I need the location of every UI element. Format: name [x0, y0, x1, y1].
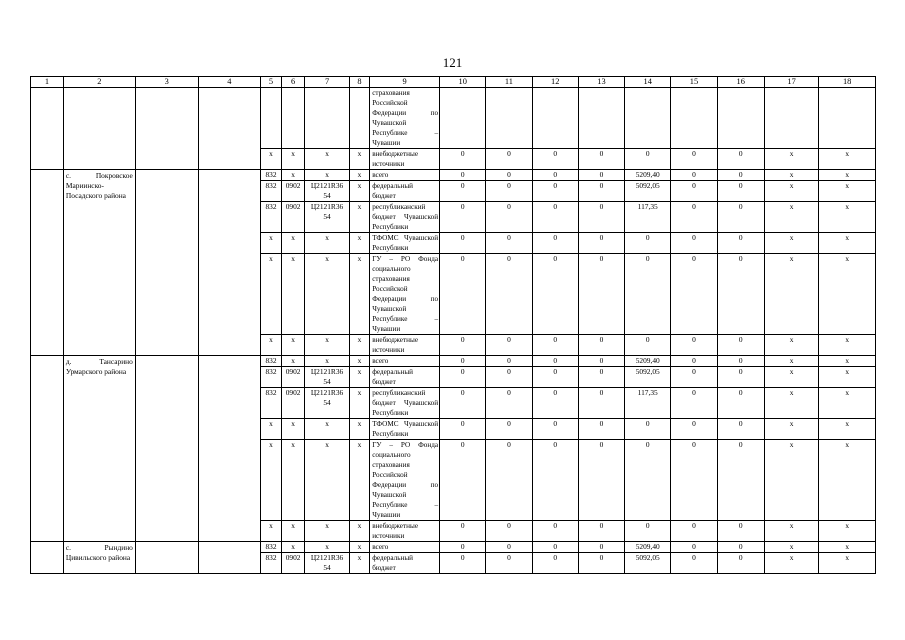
admin-code-cell: x [261, 419, 282, 440]
value-cell-col18: x [819, 233, 876, 254]
admin-code-cell: 832 [261, 181, 282, 202]
value-cell-col17: x [764, 367, 818, 388]
admin-code-cell: x [261, 521, 282, 542]
value-cell-col15 [671, 88, 717, 149]
location-cell: с. Покровское Мариинско-Посадского района [63, 170, 135, 356]
column-number-1: 1 [31, 77, 64, 88]
budget-code-cell: Ц2121R36 54 [305, 388, 349, 419]
value-cell-col11: 0 [486, 181, 532, 202]
value-cell-col16: 0 [717, 521, 764, 542]
funding-source-cell: федеральный бюджет [370, 181, 440, 202]
section-code-cell: 0902 [281, 202, 305, 233]
value-cell-col17: x [764, 233, 818, 254]
value-cell-col18: x [819, 388, 876, 419]
value-cell-col13: 0 [578, 388, 624, 419]
value-cell-col18: x [819, 419, 876, 440]
value-cell-col13: 0 [578, 170, 624, 181]
value-cell-col14: 0 [625, 149, 671, 170]
value-cell-col18: x [819, 521, 876, 542]
expense-type-cell: x [349, 202, 370, 233]
value-cell-col11: 0 [486, 419, 532, 440]
value-cell-col12: 0 [532, 367, 578, 388]
expense-type-cell: x [349, 440, 370, 521]
value-cell-col10 [440, 88, 486, 149]
budget-code-cell: x [305, 542, 349, 553]
value-cell-col15: 0 [671, 170, 717, 181]
section-code-cell: x [281, 542, 305, 553]
blank-cell [31, 170, 64, 356]
budget-code-cell: x [305, 521, 349, 542]
column-number-15: 15 [671, 77, 717, 88]
expense-type-cell: x [349, 181, 370, 202]
column-number-7: 7 [305, 77, 349, 88]
column-number-18: 18 [819, 77, 876, 88]
value-cell-col12: 0 [532, 542, 578, 553]
value-cell-col17: x [764, 335, 818, 356]
value-cell-col16: 0 [717, 181, 764, 202]
section-code-cell: 0902 [281, 553, 305, 574]
value-cell-col15: 0 [671, 356, 717, 367]
value-cell-col14: 5209,40 [625, 542, 671, 553]
value-cell-col12: 0 [532, 388, 578, 419]
value-cell-col11: 0 [486, 335, 532, 356]
table-row [31, 356, 876, 367]
expense-type-cell: x [349, 521, 370, 542]
column-number-14: 14 [625, 77, 671, 88]
value-cell-col18: x [819, 149, 876, 170]
value-cell-col14: 0 [625, 521, 671, 542]
value-cell-col11: 0 [486, 170, 532, 181]
value-cell-col16 [717, 88, 764, 149]
value-cell-col18: x [819, 542, 876, 553]
expense-type-cell: x [349, 170, 370, 181]
budget-code-cell: x [305, 440, 349, 521]
blank-cell [31, 542, 64, 574]
value-cell-col13 [578, 88, 624, 149]
value-cell-col18: x [819, 367, 876, 388]
value-cell-col11: 0 [486, 553, 532, 574]
value-cell-col10: 0 [440, 254, 486, 335]
column-number-3: 3 [135, 77, 198, 88]
expense-type-cell: x [349, 356, 370, 367]
location-cell: д. Тансарино Урмарского района [63, 356, 135, 542]
funding-source-cell: республиканский бюджет Чувашской Республики [370, 202, 440, 233]
funding-source-cell: всего [370, 356, 440, 367]
funding-source-cell: республиканский бюджет Чувашской Республики [370, 388, 440, 419]
value-cell-col16: 0 [717, 149, 764, 170]
funding-source-cell: федеральный бюджет [370, 553, 440, 574]
admin-code-cell: 832 [261, 356, 282, 367]
value-cell-col12 [532, 88, 578, 149]
column-number-13: 13 [578, 77, 624, 88]
value-cell-col10: 0 [440, 553, 486, 574]
admin-code-cell: x [261, 440, 282, 521]
table-row [31, 170, 876, 181]
value-cell-col17: x [764, 170, 818, 181]
value-cell-col18: x [819, 254, 876, 335]
budget-code-cell: x [305, 254, 349, 335]
value-cell-col10: 0 [440, 233, 486, 254]
blank-cell [305, 88, 349, 149]
budget-code-cell: x [305, 149, 349, 170]
value-cell-col14 [625, 88, 671, 149]
blank-cell [198, 88, 261, 170]
value-cell-col13: 0 [578, 233, 624, 254]
column-number-12: 12 [532, 77, 578, 88]
value-cell-col12: 0 [532, 440, 578, 521]
funding-source-cell: ГУ – РО Фонда социального страхования Российской Федерации по Чувашской Республике – Чувашии [370, 254, 440, 335]
value-cell-col14: 0 [625, 335, 671, 356]
expense-type-cell: x [349, 233, 370, 254]
value-cell-col16: 0 [717, 388, 764, 419]
value-cell-col15: 0 [671, 367, 717, 388]
funding-source-cell: страхования Российской Федерации по Чувашской Республике – Чувашии [370, 88, 440, 149]
value-cell-col12: 0 [532, 553, 578, 574]
value-cell-col15: 0 [671, 149, 717, 170]
section-code-cell: x [281, 521, 305, 542]
column-number-17: 17 [764, 77, 818, 88]
value-cell-col14: 0 [625, 233, 671, 254]
value-cell-col11: 0 [486, 149, 532, 170]
budget-code-cell: x [305, 335, 349, 356]
admin-code-cell: 832 [261, 388, 282, 419]
value-cell-col13: 0 [578, 254, 624, 335]
value-cell-col18: x [819, 202, 876, 233]
section-code-cell: 0902 [281, 181, 305, 202]
value-cell-col10: 0 [440, 149, 486, 170]
value-cell-col17: x [764, 553, 818, 574]
section-code-cell: x [281, 254, 305, 335]
value-cell-col15: 0 [671, 521, 717, 542]
value-cell-col11: 0 [486, 254, 532, 335]
value-cell-col14: 0 [625, 254, 671, 335]
budget-code-cell: x [305, 419, 349, 440]
value-cell-col12: 0 [532, 181, 578, 202]
value-cell-col10: 0 [440, 542, 486, 553]
value-cell-col11: 0 [486, 440, 532, 521]
value-cell-col11: 0 [486, 356, 532, 367]
blank-cell [261, 88, 282, 149]
value-cell-col16: 0 [717, 440, 764, 521]
budget-code-cell: Ц2121R36 54 [305, 202, 349, 233]
value-cell-col12: 0 [532, 521, 578, 542]
funding-source-cell: ГУ – РО Фонда социального страхования Российской Федерации по Чувашской Республике – Чувашии [370, 440, 440, 521]
admin-code-cell: x [261, 335, 282, 356]
value-cell-col17 [764, 88, 818, 149]
funding-source-cell: внебюджетные источники [370, 149, 440, 170]
value-cell-col18: x [819, 356, 876, 367]
blank-cell [198, 356, 261, 542]
admin-code-cell: 832 [261, 170, 282, 181]
value-cell-col16: 0 [717, 356, 764, 367]
column-number-2: 2 [63, 77, 135, 88]
value-cell-col12: 0 [532, 356, 578, 367]
value-cell-col17: x [764, 149, 818, 170]
value-cell-col10: 0 [440, 521, 486, 542]
value-cell-col15: 0 [671, 202, 717, 233]
value-cell-col13: 0 [578, 202, 624, 233]
value-cell-col12: 0 [532, 419, 578, 440]
value-cell-col17: x [764, 440, 818, 521]
admin-code-cell: 832 [261, 202, 282, 233]
admin-code-cell: 832 [261, 542, 282, 553]
blank-cell [31, 88, 64, 170]
value-cell-col13: 0 [578, 553, 624, 574]
value-cell-col18 [819, 88, 876, 149]
blank-cell [281, 88, 305, 149]
value-cell-col15: 0 [671, 388, 717, 419]
expense-type-cell: x [349, 149, 370, 170]
value-cell-col15: 0 [671, 181, 717, 202]
value-cell-col17: x [764, 202, 818, 233]
value-cell-col12: 0 [532, 254, 578, 335]
funding-source-cell: ТФОМС Чувашской Республики [370, 419, 440, 440]
value-cell-col12: 0 [532, 202, 578, 233]
blank-cell [198, 542, 261, 574]
value-cell-col10: 0 [440, 356, 486, 367]
admin-code-cell: x [261, 233, 282, 254]
value-cell-col11: 0 [486, 388, 532, 419]
admin-code-cell: x [261, 149, 282, 170]
value-cell-col17: x [764, 356, 818, 367]
budget-code-cell: Ц2121R36 54 [305, 553, 349, 574]
value-cell-col12: 0 [532, 335, 578, 356]
column-number-4: 4 [198, 77, 261, 88]
value-cell-col13: 0 [578, 181, 624, 202]
section-code-cell: 0902 [281, 367, 305, 388]
value-cell-col17: x [764, 388, 818, 419]
funding-source-cell: всего [370, 542, 440, 553]
column-number-16: 16 [717, 77, 764, 88]
value-cell-col15: 0 [671, 440, 717, 521]
value-cell-col17: x [764, 254, 818, 335]
value-cell-col14: 117,35 [625, 202, 671, 233]
value-cell-col13: 0 [578, 335, 624, 356]
value-cell-col15: 0 [671, 419, 717, 440]
value-cell-col15: 0 [671, 254, 717, 335]
value-cell-col18: x [819, 553, 876, 574]
funding-source-cell: ТФОМС Чувашской Республики [370, 233, 440, 254]
value-cell-col17: x [764, 419, 818, 440]
value-cell-col15: 0 [671, 542, 717, 553]
value-cell-col16: 0 [717, 170, 764, 181]
value-cell-col18: x [819, 335, 876, 356]
section-code-cell: x [281, 335, 305, 356]
expense-type-cell: x [349, 367, 370, 388]
value-cell-col18: x [819, 170, 876, 181]
funding-source-cell: федеральный бюджет [370, 367, 440, 388]
page-number: 121 [442, 55, 463, 70]
blank-cell [198, 170, 261, 356]
column-number-11: 11 [486, 77, 532, 88]
value-cell-col13: 0 [578, 149, 624, 170]
funding-source-cell: всего [370, 170, 440, 181]
budget-table [30, 76, 876, 574]
section-code-cell: 0902 [281, 388, 305, 419]
value-cell-col14: 5092,05 [625, 181, 671, 202]
value-cell-col11: 0 [486, 202, 532, 233]
value-cell-col11: 0 [486, 542, 532, 553]
value-cell-col18: x [819, 440, 876, 521]
admin-code-cell: x [261, 254, 282, 335]
section-code-cell: x [281, 419, 305, 440]
value-cell-col13: 0 [578, 367, 624, 388]
budget-code-cell: x [305, 356, 349, 367]
column-number-header-row [31, 77, 876, 88]
value-cell-col12: 0 [532, 170, 578, 181]
section-code-cell: x [281, 440, 305, 521]
admin-code-cell: 832 [261, 367, 282, 388]
blank-cell [135, 356, 198, 542]
value-cell-col11: 0 [486, 233, 532, 254]
table-row [31, 88, 876, 149]
funding-source-cell: внебюджетные источники [370, 521, 440, 542]
admin-code-cell: 832 [261, 553, 282, 574]
value-cell-col13: 0 [578, 542, 624, 553]
value-cell-col17: x [764, 542, 818, 553]
value-cell-col14: 5092,05 [625, 553, 671, 574]
column-number-8: 8 [349, 77, 370, 88]
value-cell-col16: 0 [717, 542, 764, 553]
value-cell-col16: 0 [717, 202, 764, 233]
value-cell-col13: 0 [578, 356, 624, 367]
value-cell-col15: 0 [671, 553, 717, 574]
value-cell-col14: 0 [625, 419, 671, 440]
section-code-cell: x [281, 356, 305, 367]
value-cell-col14: 5209,40 [625, 170, 671, 181]
value-cell-col10: 0 [440, 335, 486, 356]
value-cell-col17: x [764, 181, 818, 202]
value-cell-col16: 0 [717, 233, 764, 254]
value-cell-col10: 0 [440, 181, 486, 202]
blank-cell [135, 88, 198, 170]
expense-type-cell: x [349, 419, 370, 440]
table-row [31, 542, 876, 553]
blank-cell [349, 88, 370, 149]
value-cell-col13: 0 [578, 521, 624, 542]
column-number-9: 9 [370, 77, 440, 88]
value-cell-col11: 0 [486, 521, 532, 542]
column-number-5: 5 [261, 77, 282, 88]
value-cell-col10: 0 [440, 367, 486, 388]
section-code-cell: x [281, 149, 305, 170]
value-cell-col11 [486, 88, 532, 149]
value-cell-col14: 5209,40 [625, 356, 671, 367]
value-cell-col12: 0 [532, 149, 578, 170]
value-cell-col14: 0 [625, 440, 671, 521]
expense-type-cell: x [349, 542, 370, 553]
location-cell: с. Рындино Цивильского района [63, 542, 135, 574]
blank-cell [135, 170, 198, 356]
value-cell-col16: 0 [717, 419, 764, 440]
location-cell [63, 88, 135, 170]
budget-code-cell: Ц2121R36 54 [305, 181, 349, 202]
value-cell-col13: 0 [578, 419, 624, 440]
blank-cell [135, 542, 198, 574]
value-cell-col17: x [764, 521, 818, 542]
value-cell-col12: 0 [532, 233, 578, 254]
value-cell-col10: 0 [440, 170, 486, 181]
value-cell-col11: 0 [486, 367, 532, 388]
value-cell-col10: 0 [440, 440, 486, 521]
blank-cell [31, 356, 64, 542]
expense-type-cell: x [349, 388, 370, 419]
value-cell-col10: 0 [440, 419, 486, 440]
column-number-6: 6 [281, 77, 305, 88]
budget-code-cell: Ц2121R36 54 [305, 367, 349, 388]
value-cell-col14: 5092,05 [625, 367, 671, 388]
budget-code-cell: x [305, 170, 349, 181]
value-cell-col15: 0 [671, 233, 717, 254]
section-code-cell: x [281, 233, 305, 254]
value-cell-col10: 0 [440, 388, 486, 419]
funding-source-cell: внебюджетные источники [370, 335, 440, 356]
value-cell-col16: 0 [717, 335, 764, 356]
section-code-cell: x [281, 170, 305, 181]
value-cell-col15: 0 [671, 335, 717, 356]
value-cell-col10: 0 [440, 202, 486, 233]
expense-type-cell: x [349, 254, 370, 335]
value-cell-col14: 117,35 [625, 388, 671, 419]
value-cell-col16: 0 [717, 367, 764, 388]
value-cell-col16: 0 [717, 254, 764, 335]
value-cell-col13: 0 [578, 440, 624, 521]
expense-type-cell: x [349, 553, 370, 574]
value-cell-col16: 0 [717, 553, 764, 574]
budget-code-cell: x [305, 233, 349, 254]
column-number-10: 10 [440, 77, 486, 88]
expense-type-cell: x [349, 335, 370, 356]
value-cell-col18: x [819, 181, 876, 202]
